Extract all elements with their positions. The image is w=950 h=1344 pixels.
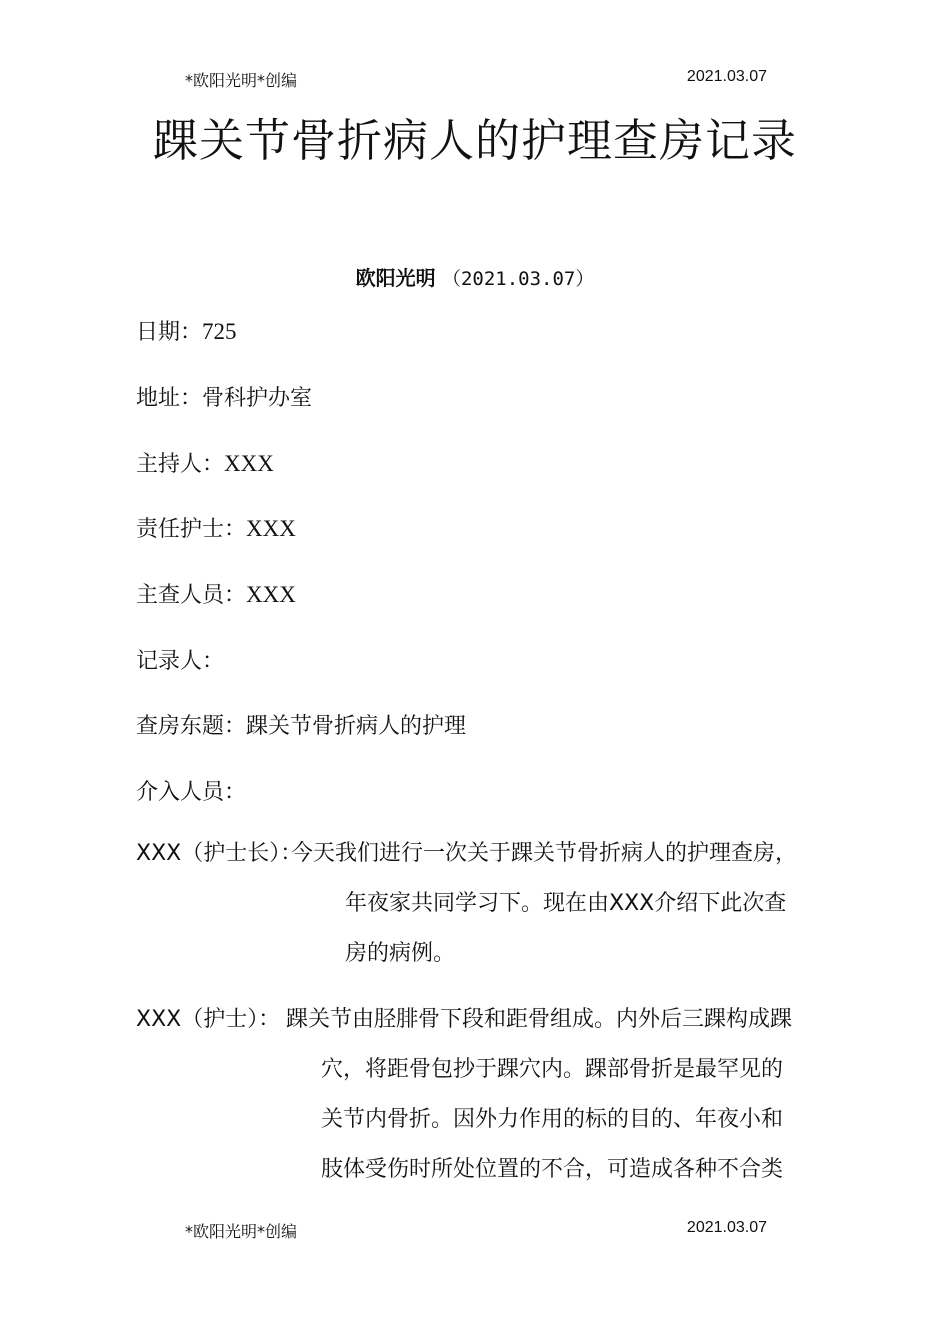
header-author: *欧阳光明*创编 bbox=[185, 71, 298, 90]
field-value: XXX bbox=[246, 516, 296, 541]
field-value: 725 bbox=[202, 319, 237, 344]
speech-line: 房的病例。 bbox=[345, 941, 456, 966]
speech-text bbox=[286, 995, 792, 1195]
field-label: 责任护士： bbox=[136, 517, 247, 542]
field-label: 介入人员： bbox=[136, 780, 247, 805]
byline-author: 欧阳光明 bbox=[355, 266, 436, 290]
field-participants bbox=[136, 775, 246, 806]
field-label: 记录人： bbox=[136, 649, 225, 674]
field-responsible-nurse bbox=[136, 512, 296, 543]
field-value: XXX bbox=[224, 451, 274, 476]
dialogue-nurse bbox=[136, 995, 816, 1195]
speech-text bbox=[291, 829, 797, 979]
field-value: XXX bbox=[246, 582, 296, 607]
field-value: 踝关节骨折病人的护理 bbox=[246, 714, 467, 739]
speech-line: 穴，将距骨包抄于踝穴内。踝部骨折是最罕见的 bbox=[321, 1057, 784, 1082]
document-title: 踝关节骨折病人的护理查房记录 bbox=[152, 114, 797, 167]
field-topic bbox=[136, 709, 466, 740]
field-recorder bbox=[136, 644, 224, 675]
field-label: 主查人员： bbox=[136, 583, 247, 608]
field-value: 骨科护办室 bbox=[202, 386, 313, 411]
field-label: 地址： bbox=[136, 386, 203, 411]
field-label: 主持人： bbox=[136, 452, 225, 477]
byline-date: （2021.03.07） bbox=[441, 268, 595, 290]
dialogue-head-nurse bbox=[136, 829, 816, 979]
field-location bbox=[136, 381, 312, 412]
speaker-label: XXX（护士）： bbox=[136, 1007, 281, 1032]
speech-line: 踝关节由胫腓骨下段和距骨组成。内外后三踝构成踝 bbox=[286, 1007, 793, 1032]
byline bbox=[0, 262, 950, 291]
field-date bbox=[136, 315, 237, 346]
speech-line: 年夜家共同学习下。现在由XXX介绍下此次查 bbox=[345, 891, 787, 916]
speech-line: 关节内骨折。因外力作用的标的目的、年夜小和 bbox=[321, 1107, 784, 1132]
speech-line: 肢体受伤时所处位置的不合，可造成各种不合类 bbox=[321, 1157, 784, 1182]
speaker-label: XXX（护士长）： bbox=[136, 841, 303, 866]
header-date: 2021.03.07 bbox=[686, 68, 767, 85]
speech-line: 今天我们进行一次关于踝关节骨折病人的护理查房， bbox=[291, 841, 798, 866]
footer-date: 2021.03.07 bbox=[686, 1219, 767, 1236]
field-label: 查房东题： bbox=[136, 714, 247, 739]
field-chief-examiner bbox=[136, 578, 296, 609]
field-label: 日期： bbox=[136, 320, 203, 345]
footer-author: *欧阳光明*创编 bbox=[185, 1222, 298, 1241]
field-host bbox=[136, 447, 274, 478]
